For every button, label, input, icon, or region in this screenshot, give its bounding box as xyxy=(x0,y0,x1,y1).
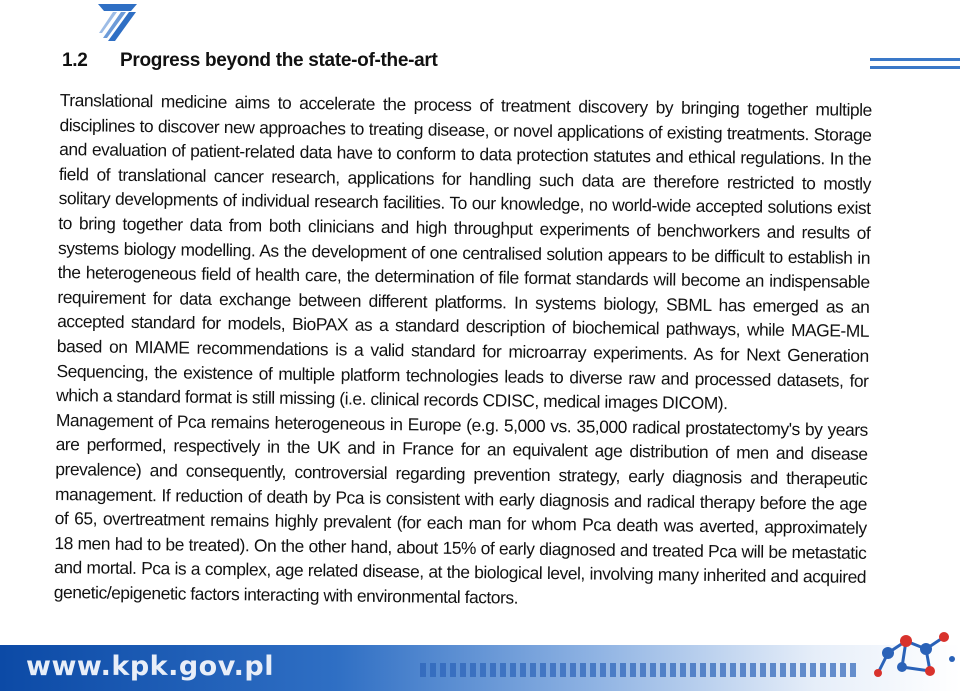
section-heading xyxy=(62,50,438,72)
footer-website: www.kpk.gov.pl xyxy=(26,651,274,682)
header-decoration xyxy=(870,58,960,74)
molecule-icon xyxy=(868,619,960,691)
footer-band xyxy=(0,645,960,691)
section-number: 1.2 xyxy=(62,50,88,71)
paragraph-translational-medicine: Translational medicine aims to accelerate the process of treatment discovery by bringing together multiple disciplines to discover new approaches to treating disease, or novel applications of existing treatments. Storage and evaluation of patient-related data have to conform to data protection statutes and ethical regulations. In the field of translational cancer research, applications for handling such data are therefore restricted to mostly solitary developments of individual research facilities. To our knowledge, no world-wide accepted solutions exist to bring together data from both clinicians and high throughput experiments of benchworkers and results of systems biology modelling. As the development of one centralised solution appears to be difficult to establish in the heterogeneous field of health care, the determination of file format standards will become an indispensable requirement for data exchange between different platforms. In systems biology, SBML has emerged as an accepted standard for models, BioPAX as a standard description of biochemical pathways, while MAGE-ML based on MIAME recommendations is a valid standard for microarray experiments. As for Next Generation Sequencing, the existence of multiple platform technologies leads to diverse raw and processed datasets, for which a standard format is still missing (i.e. clinical records CDISC, medical images DICOM). xyxy=(56,89,872,414)
programme-logo-icon xyxy=(95,2,139,42)
document-body xyxy=(54,88,872,614)
section-title: Progress beyond the state-of-the-art xyxy=(120,50,438,71)
paragraph-pca-management: Management of Pca remains heterogeneous in Europe (e.g. 5,000 vs. 35,000 radical prostatectomy's by years are performed, respectively in the UK and in France for an equivalent age distribution of men and disease prevalence) and consequently, controversial regarding prevention strategy, early diagnosis and therapeutic management. If reduction of death by Pca is consistent with early diagnosis and radical therapy before the age of 65, overtreatment remains highly prevalent (for each man for whom Pca death was averted, approximately 18 men had to be treated). On the other hand, about 15% of early diagnosed and treated Pca will be metastatic and mortal. Pca is a complex, age related disease, at the biological level, involving many inherited and acquired genetic/epigenetic factors interacting with environmental factors. xyxy=(53,409,869,608)
footer-stripes xyxy=(420,663,860,677)
